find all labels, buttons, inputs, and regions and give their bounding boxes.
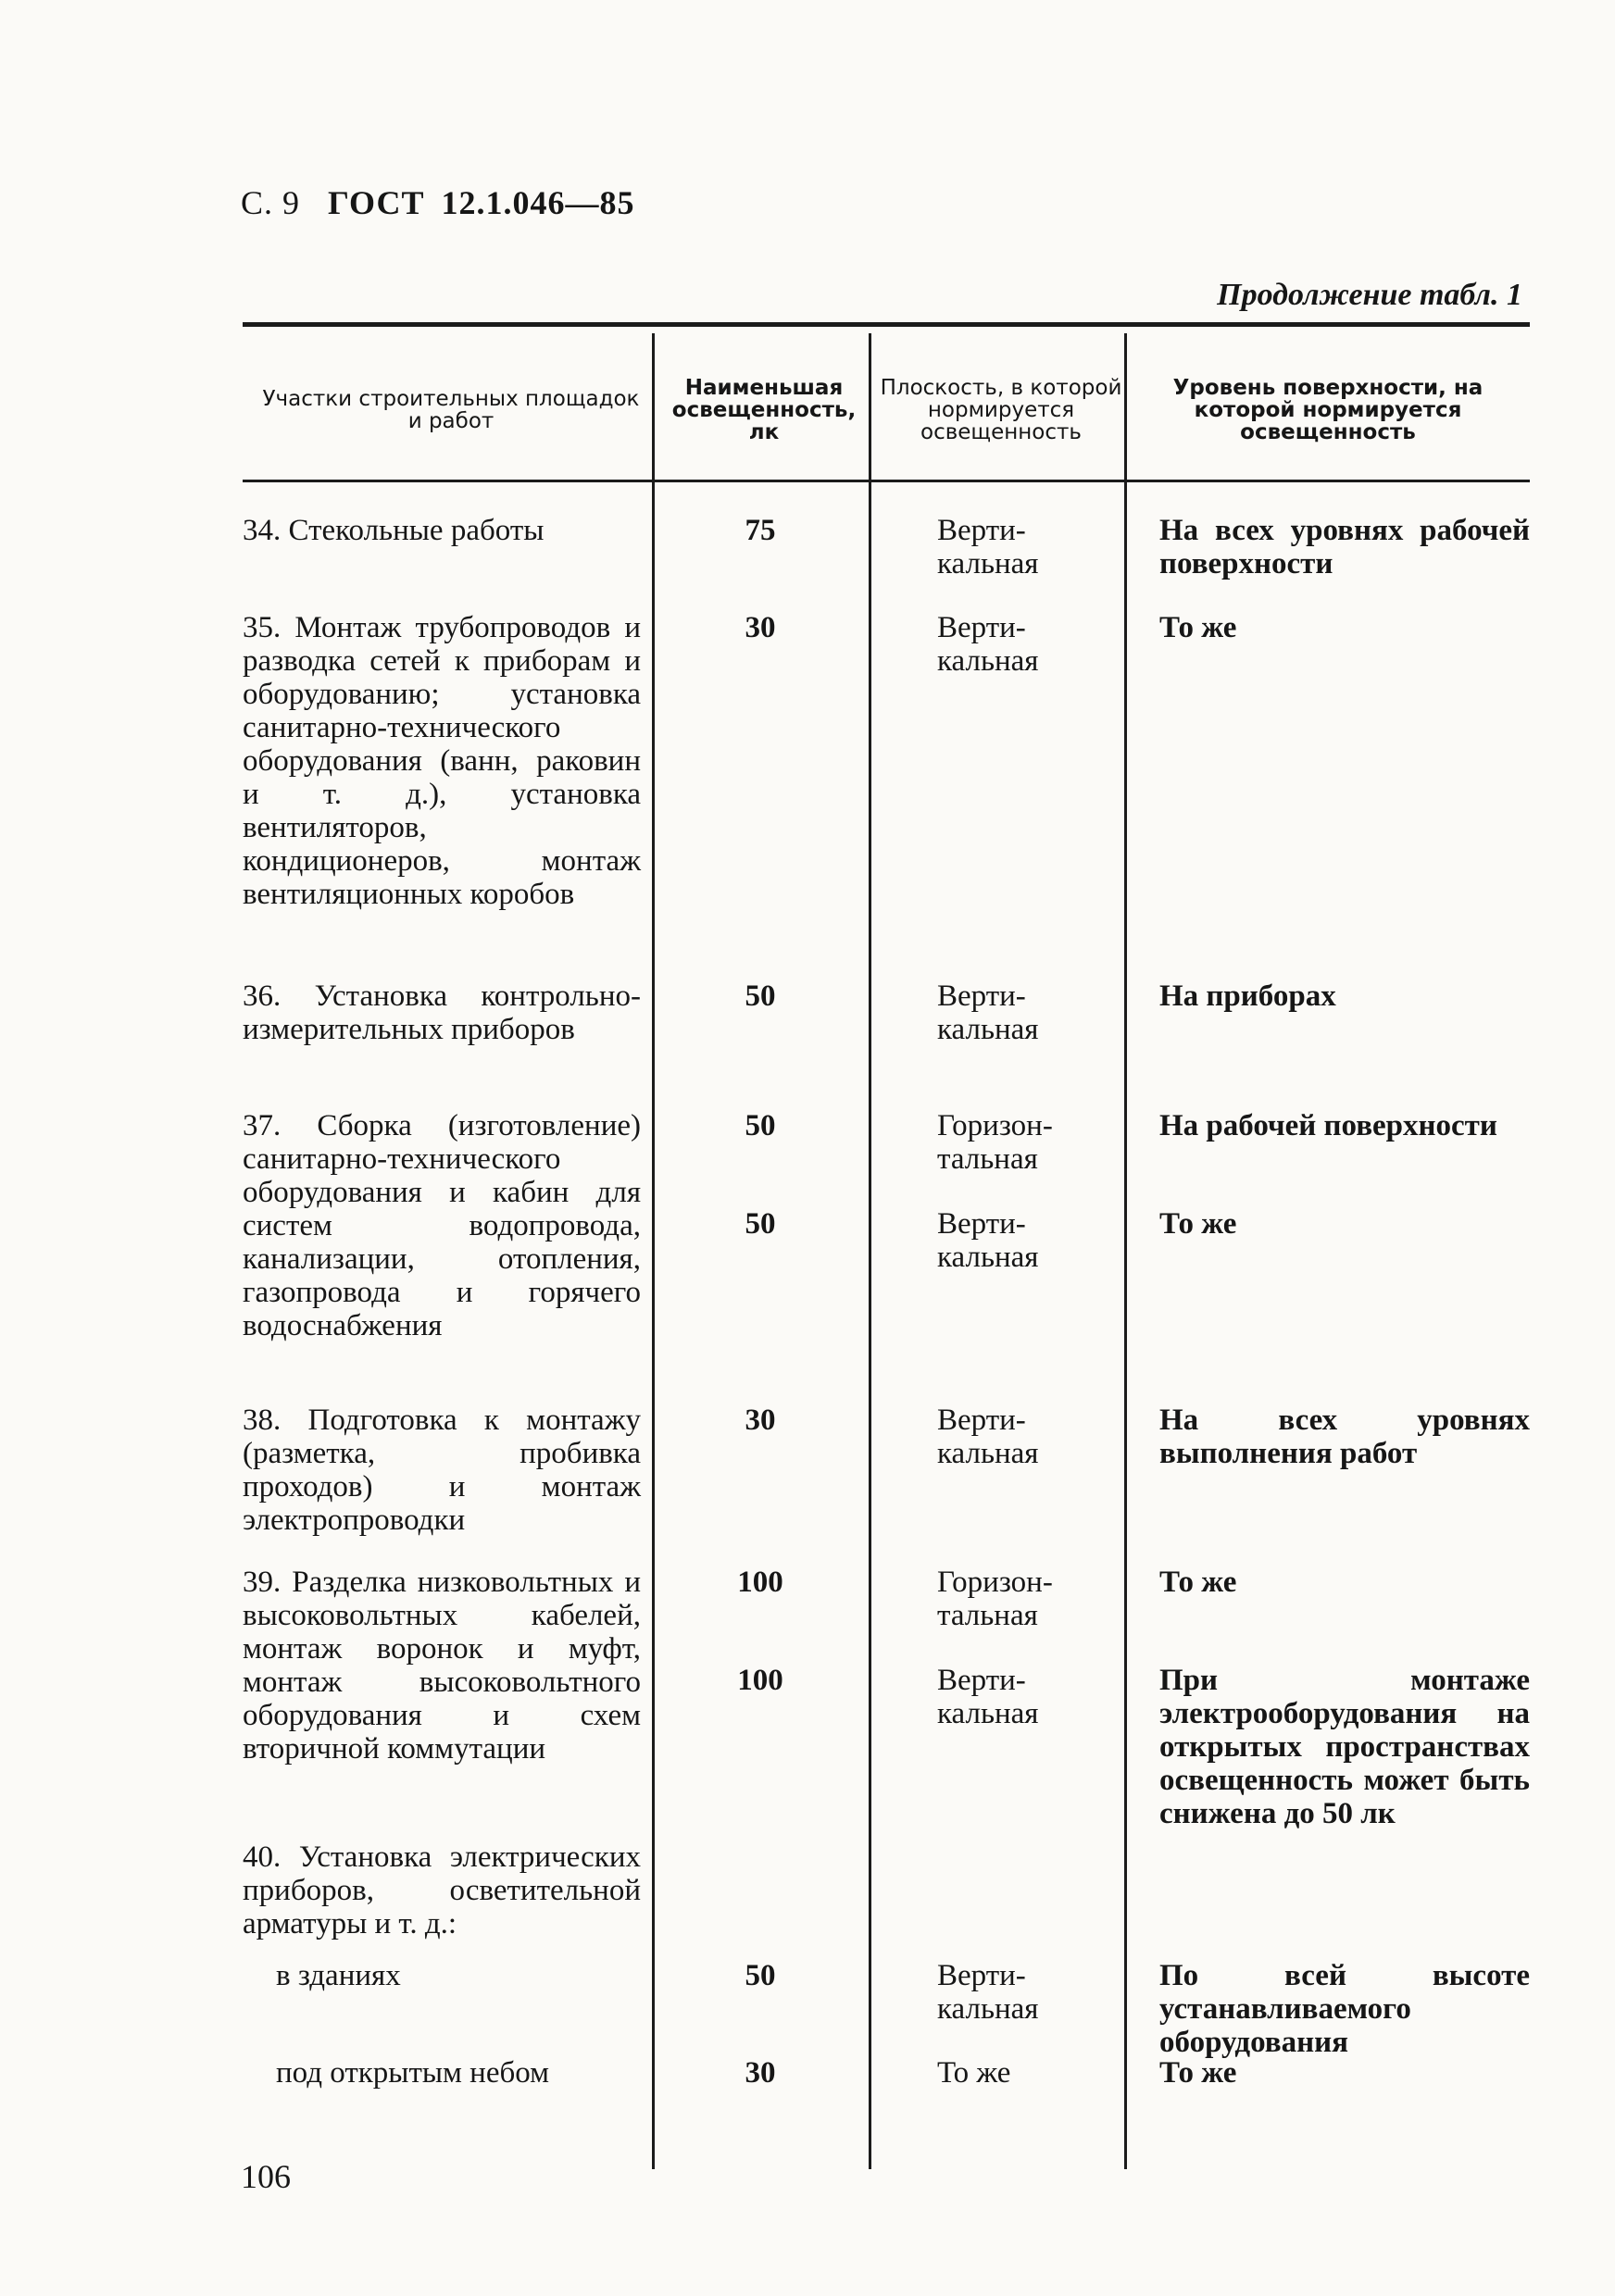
- row-surface-level: По всей высоте устанавливаемого оборудования: [1159, 1959, 1530, 2059]
- column-header-min-illuminance: Наименьшая освещенность, лк: [671, 375, 857, 445]
- row-plane: Горизон-тальная: [937, 1566, 1053, 1632]
- row-surface-level: На всех уровнях рабочей поверхности: [1159, 514, 1530, 580]
- row-surface-level: При монтаже электрооборудования на открытых пространствах освещенность может быть снижена до 50 лк: [1159, 1664, 1530, 1830]
- row-illuminance: 30: [745, 611, 776, 644]
- column-header-areas: Участки строительных площадок и работ: [262, 386, 640, 433]
- row-plane: Верти-кальная: [937, 611, 1039, 678]
- row-illuminance: 50: [745, 1207, 776, 1241]
- row-description: 37. Сборка (изготовление) санитарно-технического оборудования и кабин для систем водопровода, канализации, отопления, газопровода и горячего водоснабжения: [243, 1109, 641, 1342]
- row-illuminance: 100: [737, 1664, 783, 1697]
- row-illuminance: 30: [745, 1404, 776, 1437]
- row-surface-level: То же: [1159, 1566, 1237, 1599]
- row-illuminance: 50: [745, 1109, 776, 1142]
- column-divider: [1124, 333, 1127, 2169]
- row-plane: Верти-кальная: [937, 1664, 1039, 1730]
- page-ref: С. 9: [241, 184, 301, 221]
- row-surface-level: На приборах: [1159, 980, 1336, 1013]
- standard-label: ГОСТ: [328, 184, 425, 221]
- row-surface-level: На рабочей поверхности: [1159, 1109, 1497, 1142]
- page-header: [241, 183, 634, 222]
- row-plane: Горизон-тальная: [937, 1109, 1053, 1176]
- row-description: 36. Установка контрольно-измерительных приборов: [243, 980, 641, 1046]
- row-description: 38. Подготовка к монтажу (разметка, пробивка проходов) и монтаж электропроводки: [243, 1404, 641, 1537]
- row-description: 34. Стекольные работы: [243, 514, 545, 547]
- row-surface-level: На всех уровнях выполнения работ: [1159, 1404, 1530, 1470]
- row-surface-level: То же: [1159, 1207, 1237, 1241]
- column-header-plane: Плоскость, в которой нормируется освещенность: [880, 375, 1122, 445]
- table-continuation-label: Продолжение табл. 1: [1217, 278, 1522, 312]
- row-surface-level: То же: [1159, 2056, 1237, 2090]
- row-description: под открытым небом: [276, 2056, 550, 2090]
- row-plane: Верти-кальная: [937, 514, 1039, 580]
- standard-number: 12.1.046—85: [441, 184, 635, 221]
- row-description: в зданиях: [276, 1959, 401, 1992]
- column-divider: [869, 333, 871, 2169]
- row-description: 39. Разделка низковольтных и высоковольтных кабелей, монтаж воронок и муфт, монтаж высоковольтного оборудования и схем вторичной коммутации: [243, 1566, 641, 1766]
- row-plane: Верти-кальная: [937, 1959, 1039, 2026]
- row-plane: Верти-кальная: [937, 1207, 1039, 1274]
- column-header-surface-level: Уровень поверхности, на которой нормируется освещенность: [1172, 375, 1484, 445]
- row-illuminance: 50: [745, 980, 776, 1013]
- row-plane: То же: [937, 2056, 1011, 2090]
- row-illuminance: 100: [737, 1566, 783, 1599]
- row-illuminance: 75: [745, 514, 776, 547]
- row-description: 40. Установка электрических приборов, осветительной арматуры и т. д.:: [243, 1841, 641, 1940]
- row-description: 35. Монтаж трубопроводов и разводка сетей к приборам и оборудованию; установка санитарно-технического оборудования (ванн, раковин и т. д.), установка вентиляторов, кондиционеров, монтаж вентиляционных коробов: [243, 611, 641, 911]
- row-plane: Верти-кальная: [937, 1404, 1039, 1470]
- column-divider: [652, 333, 655, 2169]
- row-surface-level: То же: [1159, 611, 1237, 644]
- page-number: 106: [241, 2158, 291, 2195]
- row-plane: Верти-кальная: [937, 980, 1039, 1046]
- lighting-norms-table: [243, 322, 1530, 2169]
- table-header-rule: [243, 480, 1530, 482]
- table-top-rule: [243, 322, 1530, 327]
- row-illuminance: 50: [745, 1959, 776, 1992]
- row-illuminance: 30: [745, 2056, 776, 2090]
